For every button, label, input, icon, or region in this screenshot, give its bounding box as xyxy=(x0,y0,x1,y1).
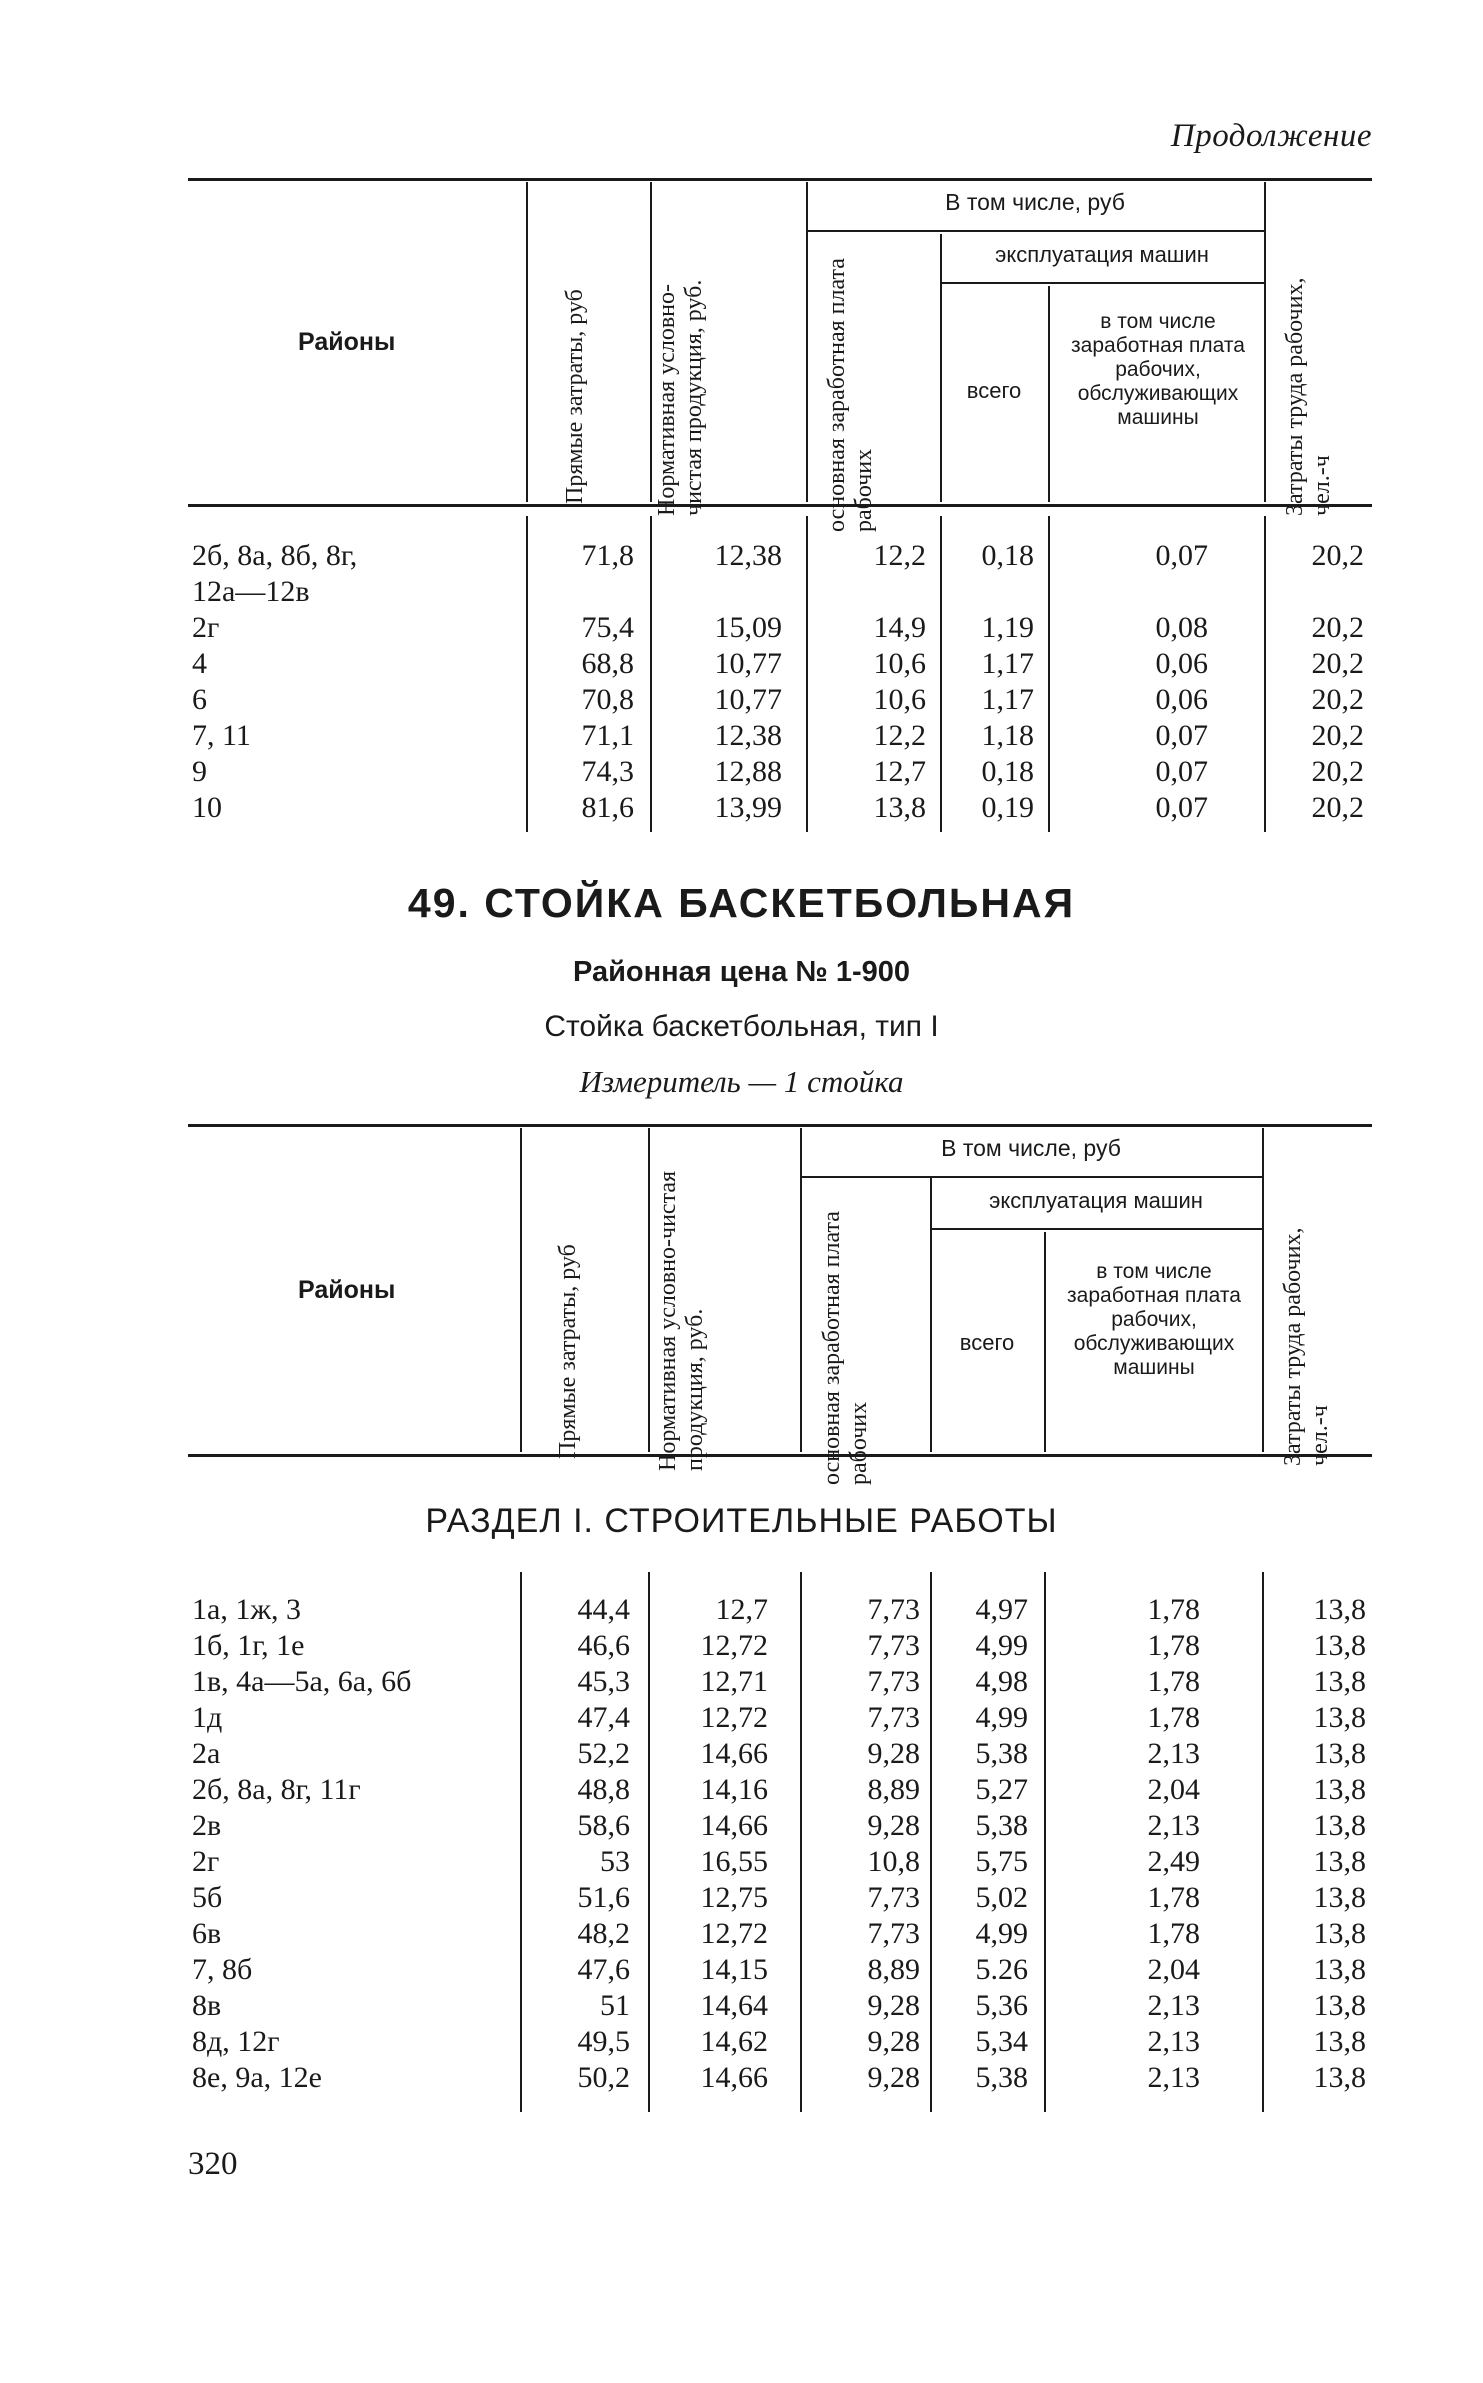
table1-body xyxy=(188,516,1372,836)
header2-total: всего xyxy=(959,1330,1015,1355)
cell-incl: 2,04 xyxy=(1147,1773,1200,1806)
region-name: 2б, 8а, 8б, 8г, xyxy=(192,539,358,572)
cell-incl: 0,07 xyxy=(1155,755,1208,788)
cell-total: 5,38 xyxy=(975,1809,1028,1842)
region-name: 5б xyxy=(192,1881,223,1914)
table-row xyxy=(188,1952,1372,1988)
table-row xyxy=(188,1880,1372,1916)
cell-wages: 13,8 xyxy=(873,791,926,824)
cell-wages: 7,73 xyxy=(867,1629,920,1662)
cell-incl: 1,78 xyxy=(1147,1917,1200,1950)
cell-normative: 14,16 xyxy=(700,1773,768,1806)
cell-incl: 0,07 xyxy=(1155,539,1208,572)
cell-direct: 71,1 xyxy=(581,719,634,752)
cell-direct: 74,3 xyxy=(581,755,634,788)
cell-wages: 9,28 xyxy=(867,2025,920,2058)
cell-total: 0,18 xyxy=(981,755,1034,788)
cell-wages: 8,89 xyxy=(867,1953,920,1986)
header-direct: Прямые затраты, руб xyxy=(562,289,588,504)
cell-direct: 51 xyxy=(600,1989,630,2022)
cell-wages: 7,73 xyxy=(867,1881,920,1914)
razdel-title: РАЗДЕЛ I. СТРОИТЕЛЬНЫЕ РАБОТЫ xyxy=(425,1502,1058,1540)
cell-wages: 7,73 xyxy=(867,1665,920,1698)
cell-wages: 12,7 xyxy=(873,755,926,788)
region-name: 1а, 1ж, 3 xyxy=(192,1593,302,1626)
region-name: 2б, 8а, 8г, 11г xyxy=(192,1773,361,1806)
table-row xyxy=(188,646,1372,682)
cell-wages: 14,9 xyxy=(873,611,926,644)
header2-incl-wages: в том числе заработная плата рабочих, обслуживающих машины xyxy=(1067,1260,1241,1379)
cell-total: 0,19 xyxy=(981,791,1034,824)
region-name: 2а xyxy=(192,1737,221,1770)
cell-normative: 14,66 xyxy=(700,2061,768,2094)
cell-total: 4,97 xyxy=(975,1593,1028,1626)
region-name: 1в, 4а—5а, 6а, 6б xyxy=(192,1665,412,1698)
cell-labor: 20,2 xyxy=(1311,791,1364,824)
region-name: 8д, 12г xyxy=(192,2025,280,2058)
cell-labor: 13,8 xyxy=(1313,1701,1366,1734)
cell-direct: 47,6 xyxy=(577,1953,630,1986)
cell-wages: 7,73 xyxy=(867,1917,920,1950)
cell-labor: 20,2 xyxy=(1311,611,1364,644)
cell-labor: 13,8 xyxy=(1313,2025,1366,2058)
cell-incl: 1,78 xyxy=(1147,1665,1200,1698)
header-total: всего xyxy=(966,378,1022,403)
cell-normative: 14,66 xyxy=(700,1809,768,1842)
measure-unit: Измеритель — 1 стойка xyxy=(579,1064,904,1099)
header2-direct: Прямые затраты, руб xyxy=(555,1244,581,1459)
region-name: 1д xyxy=(192,1701,223,1734)
cell-incl: 1,78 xyxy=(1147,1593,1200,1626)
cell-total: 5.26 xyxy=(975,1953,1028,1986)
cell-wages: 10,8 xyxy=(867,1845,920,1878)
cell-labor: 13,8 xyxy=(1313,1665,1366,1698)
cell-normative: 13,99 xyxy=(714,791,782,824)
cell-direct: 53 xyxy=(600,1845,630,1878)
cell-normative: 12,72 xyxy=(700,1629,768,1662)
cell-incl: 0,07 xyxy=(1155,791,1208,824)
cell-normative: 12,7 xyxy=(715,1593,768,1626)
cell-normative: 12,75 xyxy=(700,1881,768,1914)
cell-normative: 12,71 xyxy=(700,1665,768,1698)
cell-incl: 2,13 xyxy=(1147,2061,1200,2094)
region-name: 2в xyxy=(192,1809,222,1842)
table-row xyxy=(188,1988,1372,2024)
cell-normative: 12,38 xyxy=(714,539,782,572)
header-regions: Районы xyxy=(298,328,396,356)
cell-labor: 20,2 xyxy=(1311,539,1364,572)
cell-labor: 20,2 xyxy=(1311,683,1364,716)
region-name: 7, 8б xyxy=(192,1953,253,1986)
table-row xyxy=(188,2024,1372,2060)
table-row xyxy=(188,1700,1372,1736)
section-title: 49. СТОЙКА БАСКЕТБОЛЬНАЯ xyxy=(407,880,1076,926)
cell-total: 1,18 xyxy=(981,719,1034,752)
cell-incl: 2,13 xyxy=(1147,1737,1200,1770)
cell-normative: 12,72 xyxy=(700,1917,768,1950)
header2-machine-ops: эксплуатация машин xyxy=(989,1188,1203,1213)
table1-header xyxy=(188,178,1372,532)
cell-incl: 0,08 xyxy=(1155,611,1208,644)
header-wages: основная заработная плата рабочих xyxy=(824,258,877,532)
cell-labor: 20,2 xyxy=(1311,719,1364,752)
region-name: 9 xyxy=(192,755,207,788)
cell-labor: 20,2 xyxy=(1311,647,1364,680)
cell-wages: 12,2 xyxy=(873,719,926,752)
cell-labor: 13,8 xyxy=(1313,1593,1366,1626)
cell-wages: 9,28 xyxy=(867,2061,920,2094)
region-name: 6в xyxy=(192,1917,222,1950)
cell-total: 5,02 xyxy=(975,1881,1028,1914)
header-incl: В том числе, руб xyxy=(945,189,1125,215)
cell-labor: 13,8 xyxy=(1313,1953,1366,1986)
cell-wages: 12,2 xyxy=(873,539,926,572)
table2-body xyxy=(188,1572,1372,2116)
region-name: 7, 11 xyxy=(192,719,251,752)
region-name: 2г xyxy=(192,1845,220,1878)
region-name: 6 xyxy=(192,683,207,716)
cell-direct: 52,2 xyxy=(577,1737,630,1770)
cell-labor: 13,8 xyxy=(1313,1773,1366,1806)
cell-normative: 14,62 xyxy=(700,2025,768,2058)
table-row xyxy=(188,1736,1372,1772)
cell-direct: 68,8 xyxy=(581,647,634,680)
header2-incl: В том числе, руб xyxy=(941,1135,1121,1161)
cell-total: 1,19 xyxy=(981,611,1034,644)
table-row xyxy=(188,1844,1372,1880)
table-row xyxy=(188,718,1372,754)
cell-incl: 0,06 xyxy=(1155,683,1208,716)
cell-total: 1,17 xyxy=(981,647,1034,680)
table-row xyxy=(188,610,1372,646)
cell-total: 1,17 xyxy=(981,683,1034,716)
cell-normative: 10,77 xyxy=(714,683,782,716)
cell-direct: 48,8 xyxy=(577,1773,630,1806)
cell-labor: 13,8 xyxy=(1313,1809,1366,1842)
cell-direct: 70,8 xyxy=(581,683,634,716)
cell-labor: 13,8 xyxy=(1313,1629,1366,1662)
cell-direct: 47,4 xyxy=(577,1701,630,1734)
cell-incl: 2,13 xyxy=(1147,1809,1200,1842)
table-row xyxy=(188,1664,1372,1700)
table-row xyxy=(188,2060,1372,2096)
table-row xyxy=(188,1916,1372,1952)
price-title: Районная цена № 1-900 xyxy=(573,956,910,988)
cell-normative: 14,66 xyxy=(700,1737,768,1770)
cell-direct: 48,2 xyxy=(577,1917,630,1950)
table-row xyxy=(188,1772,1372,1808)
region-name: 8е, 9а, 12е xyxy=(192,2061,322,2094)
header-incl-wages: в том числе заработная плата рабочих, обслуживающих машины xyxy=(1071,310,1245,429)
cell-direct: 81,6 xyxy=(581,791,634,824)
cell-labor: 13,8 xyxy=(1313,1917,1366,1950)
cell-total: 4,99 xyxy=(975,1917,1028,1950)
cell-total: 4,99 xyxy=(975,1701,1028,1734)
cell-normative: 12,88 xyxy=(714,755,782,788)
cell-incl: 1,78 xyxy=(1147,1701,1200,1734)
region-name: 4 xyxy=(192,647,207,680)
cell-incl: 0,07 xyxy=(1155,719,1208,752)
cell-direct: 71,8 xyxy=(581,539,634,572)
page-number: 320 xyxy=(188,2146,238,2182)
cell-wages: 7,73 xyxy=(867,1593,920,1626)
cell-total: 5,38 xyxy=(975,2061,1028,2094)
header2-normative: Нормативная условно-чистая продукция, руб. xyxy=(655,1170,708,1471)
cell-incl: 2,04 xyxy=(1147,1953,1200,1986)
cell-wages: 10,6 xyxy=(873,647,926,680)
cell-total: 0,18 xyxy=(981,539,1034,572)
cell-total: 5,36 xyxy=(975,1989,1028,2022)
cell-wages: 9,28 xyxy=(867,1737,920,1770)
table-row xyxy=(188,682,1372,718)
header2-wages: основная заработная плата рабочих xyxy=(819,1211,872,1485)
cell-incl: 0,06 xyxy=(1155,647,1208,680)
region-name: 1б, 1г, 1е xyxy=(192,1629,305,1662)
cell-direct: 51,6 xyxy=(577,1881,630,1914)
cell-incl: 1,78 xyxy=(1147,1629,1200,1662)
cell-direct: 46,6 xyxy=(577,1629,630,1662)
table-row xyxy=(188,1808,1372,1844)
table-row xyxy=(188,538,1372,574)
cell-labor: 13,8 xyxy=(1313,1737,1366,1770)
table2-rows xyxy=(188,1592,1372,2096)
cell-total: 5,34 xyxy=(975,2025,1028,2058)
table-row xyxy=(188,790,1372,826)
table1-rows xyxy=(188,538,1372,826)
cell-direct: 58,6 xyxy=(577,1809,630,1842)
cell-direct: 49,5 xyxy=(577,2025,630,2058)
cell-normative: 12,72 xyxy=(700,1701,768,1734)
cell-direct: 44,4 xyxy=(577,1593,630,1626)
cell-wages: 9,28 xyxy=(867,1809,920,1842)
cell-incl: 1,78 xyxy=(1147,1881,1200,1914)
cell-wages: 10,6 xyxy=(873,683,926,716)
cell-normative: 14,64 xyxy=(700,1989,768,2022)
header-machine-ops: эксплуатация машин xyxy=(995,242,1209,267)
cell-normative: 16,55 xyxy=(700,1845,768,1878)
header2-regions: Районы xyxy=(298,1276,396,1304)
table-row xyxy=(188,1628,1372,1664)
cell-labor: 20,2 xyxy=(1311,755,1364,788)
cell-direct: 45,3 xyxy=(577,1665,630,1698)
region-name-continued: 12а—12в xyxy=(192,575,310,608)
cell-total: 4,98 xyxy=(975,1665,1028,1698)
cell-labor: 13,8 xyxy=(1313,1881,1366,1914)
section-subtitle: Стойка баскетбольная, тип I xyxy=(544,1010,939,1043)
table2-header xyxy=(188,1124,1372,1485)
cell-total: 5,38 xyxy=(975,1737,1028,1770)
cell-normative: 14,15 xyxy=(700,1953,768,1986)
header-labor: Затраты труда рабочих, чел.-ч xyxy=(1282,277,1335,516)
cell-wages: 8,89 xyxy=(867,1773,920,1806)
continuation-label: Продолжение xyxy=(1170,118,1372,154)
region-name: 10 xyxy=(192,791,222,824)
cell-labor: 13,8 xyxy=(1313,1845,1366,1878)
cell-normative: 12,38 xyxy=(714,719,782,752)
header2-labor: Затраты труда рабочих, чел.-ч xyxy=(1280,1227,1333,1466)
cell-total: 4,99 xyxy=(975,1629,1028,1662)
cell-incl: 2,13 xyxy=(1147,1989,1200,2022)
cell-wages: 7,73 xyxy=(867,1701,920,1734)
cell-total: 5,27 xyxy=(975,1773,1028,1806)
cell-normative: 15,09 xyxy=(714,611,782,644)
cell-total: 5,75 xyxy=(975,1845,1028,1878)
table-row xyxy=(188,754,1372,790)
cell-direct: 50,2 xyxy=(577,2061,630,2094)
cell-labor: 13,8 xyxy=(1313,1989,1366,2022)
table-row xyxy=(188,1592,1372,1628)
cell-incl: 2,13 xyxy=(1147,2025,1200,2058)
region-name: 8в xyxy=(192,1989,222,2022)
cell-labor: 13,8 xyxy=(1313,2061,1366,2094)
region-name: 2г xyxy=(192,611,220,644)
cell-normative: 10,77 xyxy=(714,647,782,680)
cell-incl: 2,49 xyxy=(1147,1845,1200,1878)
cell-wages: 9,28 xyxy=(867,1989,920,2022)
cell-direct: 75,4 xyxy=(581,611,634,644)
header-normative: Нормативная условно-чистая продукция, руб. xyxy=(654,279,707,516)
table-row-continuation xyxy=(188,574,1372,610)
